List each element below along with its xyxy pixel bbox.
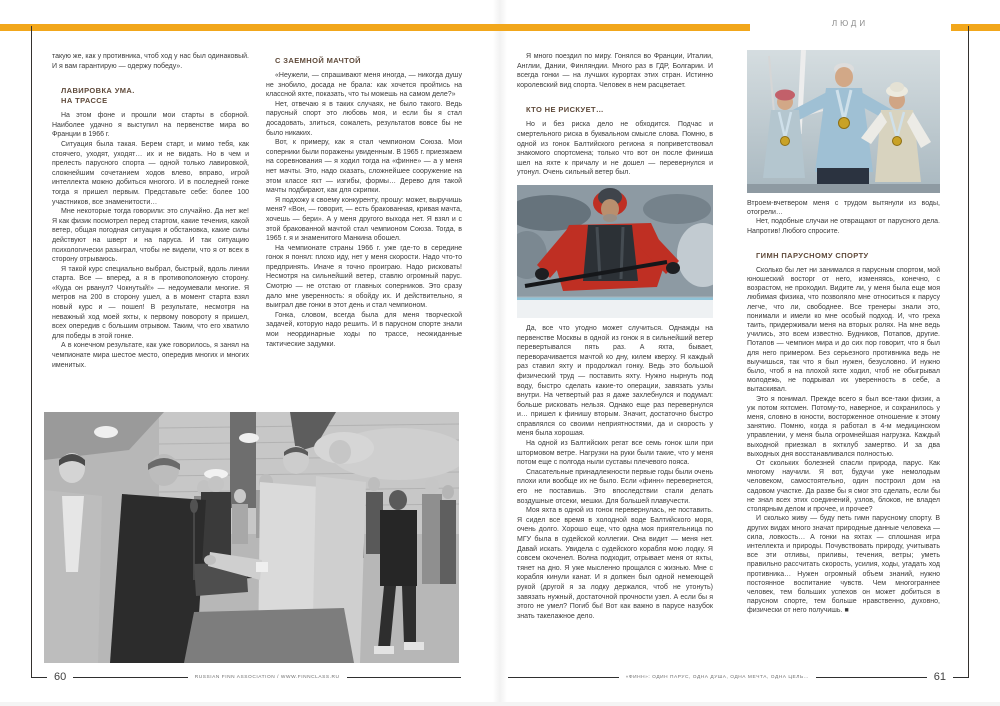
right-page-column-4 xyxy=(747,50,940,664)
paragraph: Это я понимал. Прежде всего я был все-таки физик, а уж потом яхтсмен. Потому-то, наверное, и сохранилось у меня, словно в юности, восторженное отношение к этому занятию. Помню, когда я работал в 4-м медицинском управлении, у меня была огромнейшая нагрузка. Каждый выходной приезжал в яхтклуб замертво. И за два выходных дня восстанавливался полностью. xyxy=(747,395,940,458)
paragraph: Я подхожу к своему конкуренту, прошу: может, выручишь меня? «Вон, — говорит, — есть бракованная, кривая мачта, хочешь — бери». А у меня другого выхода нет. Я взял и с этой бракованной мачтой стал чемпионом Союза. Тогда, в 1965 г. я и знаменитого Манкина обошел. xyxy=(266,196,462,243)
top-accent-bar-left xyxy=(0,24,750,31)
paragraph: Мне некоторые тогда говорили: это случайно. Да нет же! Я как физик посмотрел перед стартом, какие течения, какой ветер, общая погодная ситуация и обстановка, какие силы действуют на шверт и на паруса. И так ситуацию психологически разыграл, чтобы не видели, что я от всех в сторону отрываюсь. xyxy=(52,208,249,264)
section-heading-gimn: ГИМН ПАРУСНОМУ СПОРТУ xyxy=(756,250,869,260)
paragraph: От скольких болезней спасли природа, парус. Как многому научили. Я вот, будучи уже немолодым человеком, самостоятельно, один построил дом на садовом участке. Да разве бы я смог это сделать, если бы не знал всех этих соединений, узлов, блоков, не владел столярным делом и прочее, и прочее? xyxy=(747,460,940,514)
page-number-right: 61 xyxy=(933,671,946,683)
paragraph: И сколько живу — буду петь гимн парусному спорту. В других видах много значат природные данные человека — сила, ловкость… А гонки на яхтах — сплошная игра интеллекта и природы. Почувствовать природу, учитывать все эти отливы, приливы, течения, ветры; уметь правильно рассчитать скорость, усилия, ходы, угадать ход противника… Нужен огромный объем знаний, нужно постоянное воспитание чувств. Чем многограннее человек, тем больших успехов он может добиться в парусном спорте, тем больше нравственно, духовно, физически от него получишь. ■ xyxy=(747,515,940,615)
paragraph: Сколько бы лет ни занимался я парусным спортом, мой юношеский восторг от него, изменяясь, конечно, с возрастом, не проходил. Видите ли, у меня была еще моя любимая физика, что позволяло мне относиться к парусу легче, что ли, свободнее. Все тренеры знали это, понимали и имели ко мне особый подход. И, что греха таить, придерживали меня на вторых ролях. На мне ведь учились, это всем известно. Будников, Потапов, другие. Потапов — чемпион мира и до сих пор говорит, что я был для него примером. Без серьезного противника ведь не выучишься, так что я был нужен, безусловно. И нужно было, чтоб я на плохой яхте ходил, чтоб не обыгрывал молодежь, не подрывал их уверенность в себе, а вытаскивал. xyxy=(747,266,940,394)
right-page-column-3 xyxy=(517,52,713,664)
paragraph: На чемпионате страны 1966 г. уже где-то в середине гонок я понял: плохо иду, нет у меня скорости. Надо что-то предпринять. Иначе я точно проиграю. Надо рисковать! Несмотря на сильнейший ветер, ставлю огромный парус. Смотрю — не отстаю от главных соперников. Это сразу дало мне уверенность: я обойду их. И действительно, я выиграл две гонки в этот день и стал чемпионом. xyxy=(266,244,462,310)
paragraph: Нет, отвечаю я в таких случаях, не было такого. Ведь парусный спорт это любовь моя, и если бы я стал досадовать, злиться, сожалеть, результатов вовсе бы не было никаких. xyxy=(266,100,462,137)
paragraph: Ситуация была такая. Берем старт, и мимо тебя, как стоячего, уходят, уходят… их и не видать. Но в чем и прелесть парусного спорта — одной только лавировкой, сложнейшим сочетанием ходов влево, вправо, игрой интеллекта можно добиться многого. И в последней гонке тогда я пришел первым. Представьте себе: более 100 участников, все знаменитости… xyxy=(52,140,249,206)
heading-line: НА ТРАССЕ xyxy=(61,96,108,106)
footer-rule xyxy=(816,677,927,678)
footer-rule xyxy=(31,677,47,678)
left-page-column-1 xyxy=(52,52,249,410)
paragraph: Нет, подобные случаи не отвращают от парусного дела. Напротив! Любого спросите. xyxy=(747,218,940,235)
award-ceremony-photo xyxy=(44,412,459,663)
paragraph: Моя яхта в одной из гонок перевернулась, не поставить. Я сидел все время в холодной воде Балтийского моря, очень долго. Хорошо еще, что одна моя приятельница по МГУ была в судейской коллегии. Она видит — меня нет. Давай искать. Увидела с судейского корабля мою лодку. Я совсем окоченел. Волна подходит, отрывает меня от яхты, тянет на дно. Я уже мысленно прощался с жизнью. Мне с корабля кинули канат. И я должен был одной немеющей рукой (другой я за лодку держался, чтоб не утонуть) завязать нужный, достаточной прочности узел. А если бы я этого не умел? Погиб бы! Вот как важно в парусе назубок знать такелажное дело. xyxy=(517,507,713,620)
paragraph: «Неужели, — спрашивают меня иногда, — никогда душу не знобило, досада не брала: как хочется пройтись на классной яхте, показать, что ты можешь на самом деле?» xyxy=(266,72,462,99)
paragraph: такую же, как у противника, чтоб ход у нас был одинаковый. И я вам гарантирую — одержу победу». xyxy=(52,53,249,70)
right-footer-text: «ФИНН»: ОДИН ПАРУС, ОДНА ДУША, ОДНА МЕЧТА, ОДНА ЦЕЛЬ… xyxy=(625,674,810,680)
section-label: ЛЮДИ xyxy=(831,19,869,28)
footer-rule xyxy=(347,677,461,678)
medalists-photo xyxy=(747,50,940,193)
page-bottom-edge xyxy=(0,702,1000,706)
paragraph: Я много поездил по миру. Гонялся во Франции, Италии, Англии, Дании, Финляндии. Много раз в ГДР, Болгарии. И всегда гонки — на лучших курортах этих стран. Истинно королевский вид спорта. Человек в нем расцветает. xyxy=(517,53,713,89)
paragraph: Вот, к примеру, как я стал чемпионом Союза. Мои соперники были поражены увиденным. В 1965 г. приезжаем на соревнования — я ходил тогда на «финне» — а у меня нет мачты. Это, надо сказать, сложнейшее сооружение на этом классе яхт — изгибы, формы… Дерево для такой мачты подбирают, как для скрипки. xyxy=(266,139,462,195)
heading-line: ЛАВИРОВКА УМА. xyxy=(61,86,135,96)
footer-rule xyxy=(73,677,187,678)
left-page-frame-line xyxy=(31,26,32,678)
section-heading-zaemnaya-machta: С ЗАЕМНОЙ МАЧТОЙ xyxy=(275,56,361,65)
left-page-footer xyxy=(31,671,461,683)
top-accent-bar-right xyxy=(951,24,1000,31)
page-gutter-shadow xyxy=(493,0,507,706)
right-page-frame-line xyxy=(968,26,969,678)
paragraph: Гонка, словом, всегда была для меня творческой задачей, которую надо решить. И в парусном спорте знали мои неординарные ходы по трассе, неожиданные тактические задумки. xyxy=(266,311,462,348)
paragraph: На одной из Балтийских регат все семь гонок шли при штормовом ветре. Нагрузки на руки были такие, что у меня потом еще с полгода ныли суставы плечевого пояса. xyxy=(517,440,713,467)
paragraph: Спасательные принадлежности первые годы были очень плохи или вообще их не было. Если «финн» перевернется, его не поставишь. Это впоследствии стали делать воздушные отсеки, мешки. Для большей плавучести. xyxy=(517,468,713,505)
paragraph: Да, все что угодно может случиться. Однажды на первенстве Москвы в одной из гонок я в сильнейший ветер перевертывался пять раз. А яхта, бывает, переворачивается мачтой ко дну, килем кверху. Я каждый раз ставил яхту и продолжал гонку. Ведь это большой физический труд — поставить яхту. Нужно нырнуть под воду, быстро сделать какие-то операции, завязать узлы внутри. На четвертый раз я даже захлебнулся и подумал: больше рисковать нельзя. Однако еще раз перевернулся и… пришел к финишу вторым. Значит, достаточно быстро справлялся со своими неприятностями, да и скорость у меня была хорошая. xyxy=(517,324,713,438)
footer-rule xyxy=(508,677,619,678)
paragraph: Но и без риска дело не обходится. Подчас и смертельного риска в буквальном смысле слова. Помню, в одной из гонок Балтийского региона я поприветствовал знакомого спортсмена; только что вот он после финиша шел на яхте к причалу и не дошел — перевернулся и утонул. Очень сильный ветер был. xyxy=(517,121,713,177)
left-page-column-2 xyxy=(266,52,462,412)
paragraph: На этом фоне и прошли мои старты в сборной. Наиболее удачно я выступил на первенстве мира во Франции в 1966 г. xyxy=(52,112,249,139)
right-page-footer xyxy=(508,671,969,683)
paragraph: Втроем-вчетвером меня с трудом вытянули из воды, отогрели… xyxy=(747,200,940,217)
paragraph: А в конечном результате, как уже говорилось, я занял на чемпионате мира шестое место, опередив многих и многих именитых. xyxy=(52,342,249,369)
section-heading-kto-ne-riskuet: КТО НЕ РИСКУЕТ… xyxy=(526,105,604,115)
section-heading-lavirovka xyxy=(61,86,249,106)
sailor-red-jacket-photo xyxy=(517,185,713,318)
footer-rule xyxy=(953,677,969,678)
page-number-left: 60 xyxy=(54,671,67,683)
paragraph: Я такой курс специально выбрал, быстрый, вдоль линии старта. Все — вперед, а я в противоположную сторону. «Куда он рванул? Чокнутый!» — недоумевали многие. Я метров на 200 в сторону ушел, а в момент старта взял новый курс и — пошел! В результате, несмотря на неважный ход моей яхты, к первому повороту я пришел, всех опередив с большим отрывом. Таким, что его хватило для победы в этой гонке. xyxy=(52,265,249,340)
left-footer-text: RUSSIAN FINN ASSOCIATION / WWW.FINNCLASS.RU xyxy=(194,674,340,680)
